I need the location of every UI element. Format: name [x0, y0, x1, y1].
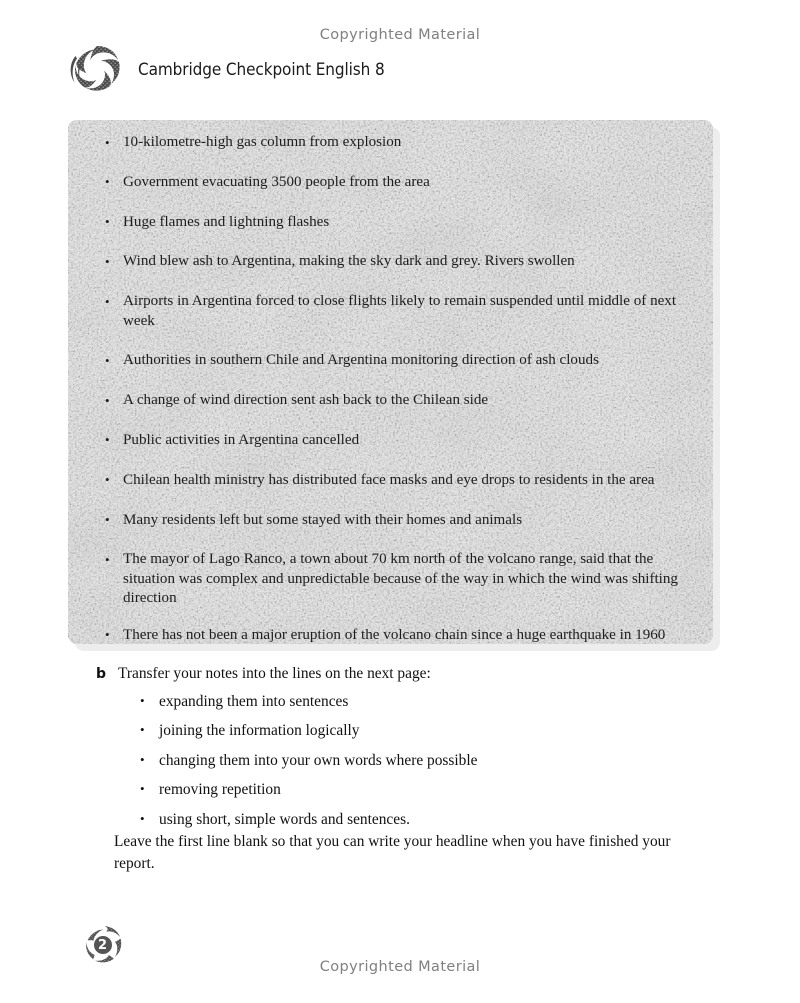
copyright-watermark-top: Copyrighted Material	[319, 27, 481, 43]
note-item: • There has not been a major eruption of the volcano chain since a huge earthquake in 1960	[104, 626, 699, 644]
note-item: • Huge flames and lightning flashes	[104, 213, 699, 232]
page-header	[66, 42, 385, 98]
note-item: • 10-kilometre-high gas column from explosion	[104, 133, 699, 152]
note-item: • Wind blew ash to Argentina, making the sky dark and grey. Rivers swollen	[104, 252, 699, 271]
cambridge-spiral-logo-icon	[66, 42, 126, 98]
note-item: • Authorities in southern Chile and Argentina monitoring direction of ash clouds	[104, 351, 699, 370]
list-item: • removing repetition	[140, 780, 716, 800]
task-instruction-text: Transfer your notes into the lines on the next page:	[118, 665, 431, 682]
copyright-watermark-bottom: Copyrighted Material	[319, 959, 481, 975]
volcano-notes-list	[104, 133, 699, 644]
list-item: • expanding them into sentences	[140, 692, 716, 712]
list-item: • changing them into your own words where possible	[140, 751, 716, 771]
note-item: • A change of wind direction sent ash back to the Chilean side	[104, 391, 699, 410]
book-title: Cambridge Checkpoint English 8	[138, 60, 385, 80]
note-item: • Government evacuating 3500 people from the area	[104, 173, 699, 192]
closing-instruction-paragraph: Leave the first line blank so that you can write your headline when you have finished your report.	[114, 833, 671, 872]
notes-panel	[68, 120, 713, 644]
list-item: • joining the information logically	[140, 721, 716, 741]
note-item: • The mayor of Lago Ranco, a town about 70 km north of the volcano range, said that the situation was complex and unpredictable because of the way in which the wind was shifting direction	[104, 550, 699, 608]
task-letter-label: b	[96, 666, 107, 682]
notes-content	[68, 120, 713, 644]
task-b-heading	[96, 664, 716, 684]
page-number-text: 2	[97, 937, 108, 953]
note-item: • Chilean health ministry has distributed face masks and eye drops to residents in the area	[104, 471, 699, 490]
task-b-section	[96, 664, 716, 839]
list-item: • using short, simple words and sentences.	[140, 810, 716, 830]
note-item: • Airports in Argentina forced to close flights likely to remain suspended until middle of next week	[104, 292, 699, 331]
note-item: • Many residents left but some stayed with their homes and animals	[104, 511, 699, 530]
task-b-sub-list	[96, 692, 716, 830]
note-item: • Public activities in Argentina cancelled	[104, 431, 699, 450]
notes-panel-container	[68, 120, 713, 645]
